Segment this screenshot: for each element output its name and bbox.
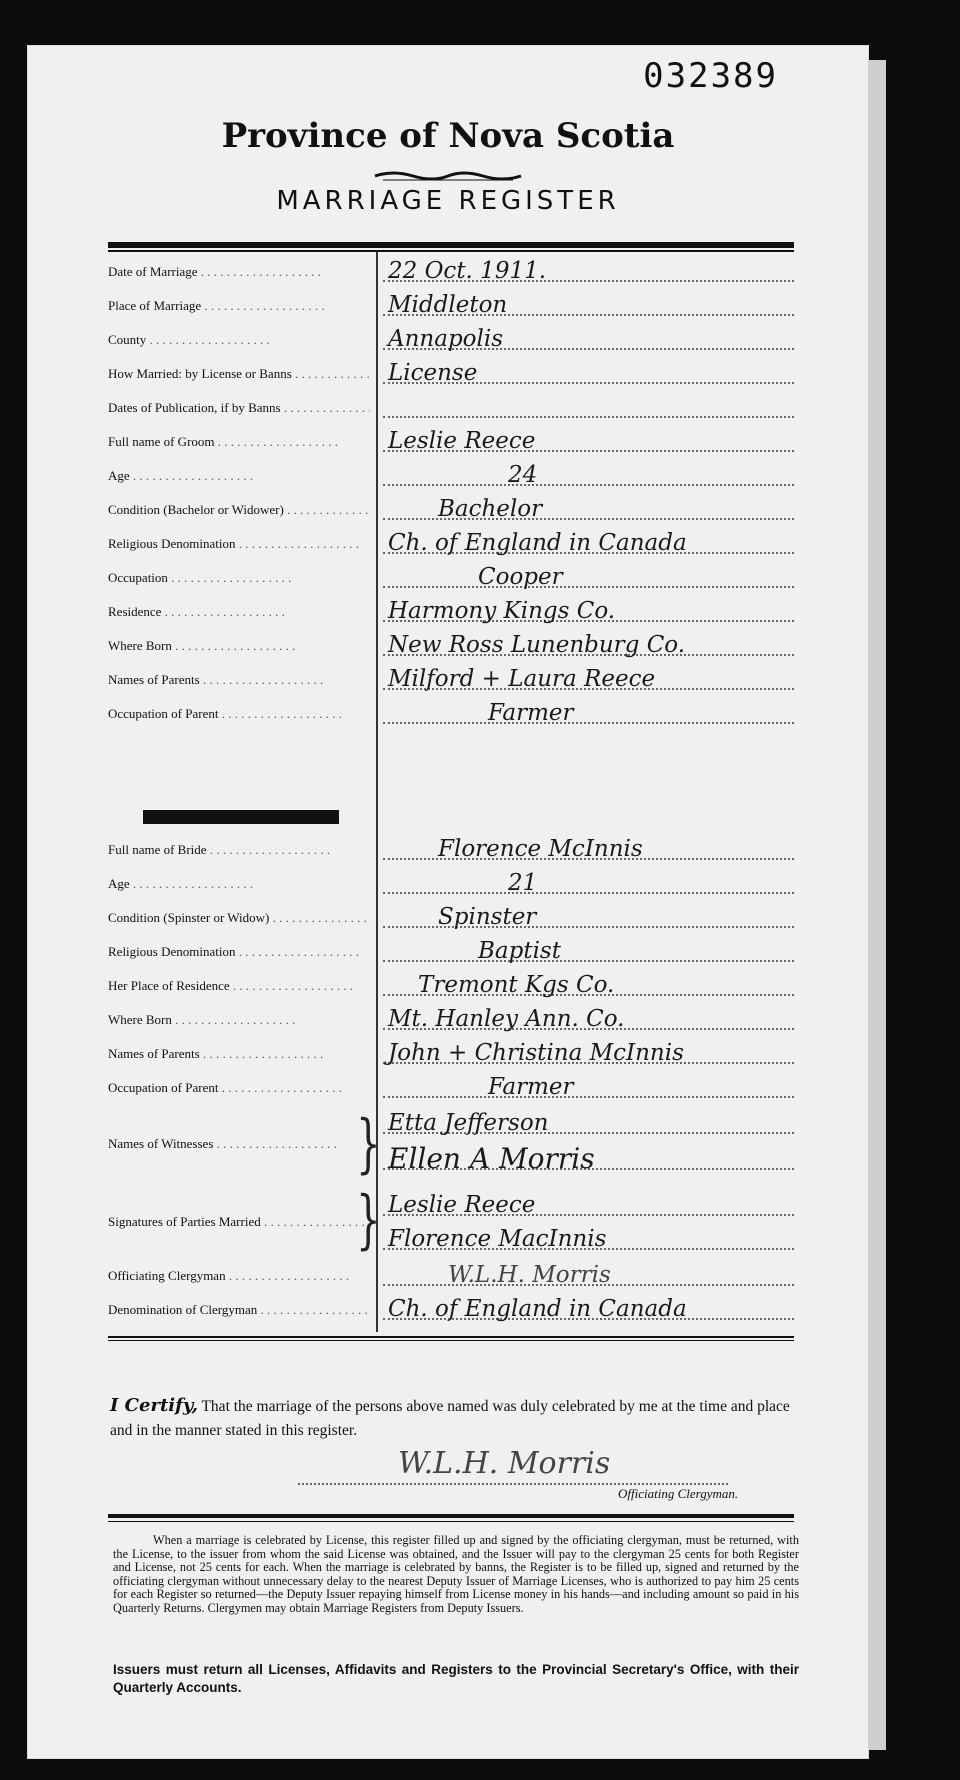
field-value: Spinster [438,904,537,930]
field-groom-parents [108,666,794,696]
field-bride-name [108,836,794,866]
field-label: Condition (Bachelor or Widower) . . . [108,502,370,518]
fill-line [383,960,794,962]
field-value: Tremont Kgs Co. [418,972,615,998]
witness-name: Etta Jefferson [388,1110,549,1136]
field-value: W.L.H. Morris [448,1262,611,1288]
field-label: Age . . . [108,468,253,484]
fill-line [383,892,794,894]
mid-rule-2 [108,1340,794,1341]
field-label: Occupation of Parent . . . [108,706,342,722]
province-title: Province of Nova Scotia [221,116,675,156]
register-title: MARRIAGE REGISTER [276,186,620,216]
field-value: Ch. of England in Canada [388,530,687,556]
field-bride-birthplace [108,1006,794,1036]
field-label: Date of Marriage . . . [108,264,321,280]
section-divider-bar [143,810,339,824]
field-label: Occupation of Parent . . . [108,1080,342,1096]
parties-brace: } [356,1183,381,1257]
field-value: Baptist [478,938,561,964]
instructions-notice: When a marriage is celebrated by License, this register filled up and signed by the officiating clergyman, must be returned, with the License, to the issuer from whom the said License was obtained, and the Issuer will pay to the clergyman 25 cents for both Register and License, not 25 cents for each. When the marriage is celebrated by banns, the Register is to be filled up, signed and returned by the officiating clergyman without unnecessary delay to the nearest Deputy Issuer of Marriage Licenses, who is authorized to pay him 25 cents for each Register so returned—the Deputy Issuer repaying himself from License money in his hands—and including amount so paid in his Quarterly Returns. Clergymen may obtain Marriage Registers from Deputy Issuers. [113,1533,799,1615]
fill-line [383,586,794,588]
field-value: Leslie Reece [388,428,536,454]
field-label: Occupation . . . [108,570,291,586]
party-signature: Leslie Reece [388,1192,536,1218]
field-value: Harmony Kings Co. [388,598,616,624]
field-label: Her Place of Residence . . . [108,978,353,994]
field-how-married [108,360,794,390]
field-dates-of-publication [108,394,794,424]
top-rule [108,242,794,248]
field-clergy-denomination [108,1296,794,1326]
fill-line [383,722,794,724]
field-value: 24 [508,462,538,488]
field-county [108,326,794,356]
field-groom-parent-occupation [108,700,794,730]
field-label: Where Born . . . [108,1012,295,1028]
field-label: How Married: by License or Banns . . . [108,366,370,382]
field-value: Farmer [488,700,574,726]
field-bride-condition [108,904,794,934]
field-date-of-marriage [108,258,794,288]
field-label: Age . . . [108,876,253,892]
field-groom-residence [108,598,794,628]
issuers-note: Issuers must return all Licenses, Affidavits and Registers to the Provincial Secretary's Office, with their Quarterly Accounts. [113,1662,799,1695]
witness-line-2 [108,1136,794,1176]
field-bride-parent-occupation [108,1074,794,1104]
field-groom-name [108,428,794,458]
parties-label: Signatures of Parties Married . . . [108,1214,370,1230]
field-value: New Ross Lunenburg Co. [388,632,686,658]
clergyman-signature: W.L.H. Morris [398,1446,611,1481]
field-value: Bachelor [438,496,543,522]
certify-lead: I Certify, [110,1395,198,1416]
field-bride-residence [108,972,794,1002]
field-label: Names of Parents . . . [108,672,323,688]
field-groom-condition [108,496,794,526]
field-label: Condition (Spinster or Widow) . . . [108,910,370,926]
field-label: Dates of Publication, if by Banns . . . [108,400,370,416]
field-label: Full name of Bride . . . [108,842,330,858]
field-groom-birthplace [108,632,794,662]
field-officiating-clergyman [108,1262,794,1292]
witnesses-brace: } [356,1107,381,1181]
field-label: Religious Denomination . . . [108,944,359,960]
field-value: Farmer [488,1074,574,1100]
field-label: Where Born . . . [108,638,295,654]
field-value: Annapolis [388,326,504,352]
signature-line [298,1483,728,1485]
certification-statement [110,1394,800,1443]
party-line-2 [108,1214,794,1256]
top-rule-thin [108,250,794,252]
field-value: License [388,360,478,386]
field-label: Religious Denomination . . . [108,536,359,552]
field-bride-age [108,870,794,900]
field-label: County . . . [108,332,270,348]
paper-fold-edge [868,60,886,1750]
field-value: Florence McInnis [438,836,643,862]
field-value: John + Christina McInnis [388,1040,684,1066]
mid-rule [108,1336,794,1338]
register-form [28,46,868,1758]
party-signature: Florence MacInnis [388,1226,607,1252]
field-value: Mt. Hanley Ann. Co. [388,1006,625,1032]
field-groom-denomination [108,530,794,560]
register-number: 032389 [643,56,778,96]
field-label: Full name of Groom . . . [108,434,338,450]
fill-line [383,416,794,418]
witness-name: Ellen A Morris [388,1142,595,1175]
notice-rule-thin [108,1521,794,1522]
field-groom-occupation [108,564,794,594]
field-label: Names of Parents . . . [108,1046,323,1062]
witnesses-label: Names of Witnesses . . . [108,1136,337,1152]
field-value: Ch. of England in Canada [388,1296,687,1322]
signature-caption: Officiating Clergyman. [618,1486,739,1501]
field-value: 22 Oct. 1911. [388,258,547,284]
field-label: Denomination of Clergyman . . . [108,1302,370,1318]
field-bride-parents [108,1040,794,1070]
notice-rule [108,1514,794,1518]
field-value: Middleton [388,292,508,318]
field-value: Cooper [478,564,563,590]
field-place-of-marriage [108,292,794,322]
field-label: Officiating Clergyman . . . [108,1268,349,1284]
field-label: Place of Marriage . . . [108,298,325,314]
certify-text: That the marriage of the persons above named was duly celebrated by me at the time and place and in the manner stated in this register. [110,1398,790,1439]
field-label: Residence . . . [108,604,285,620]
field-bride-denomination [108,938,794,968]
field-groom-age [108,462,794,492]
field-value: 21 [508,870,538,896]
title-flourish [373,170,523,182]
fill-line [383,484,794,486]
fill-line [383,1096,794,1098]
field-value: Milford + Laura Reece [388,666,656,692]
